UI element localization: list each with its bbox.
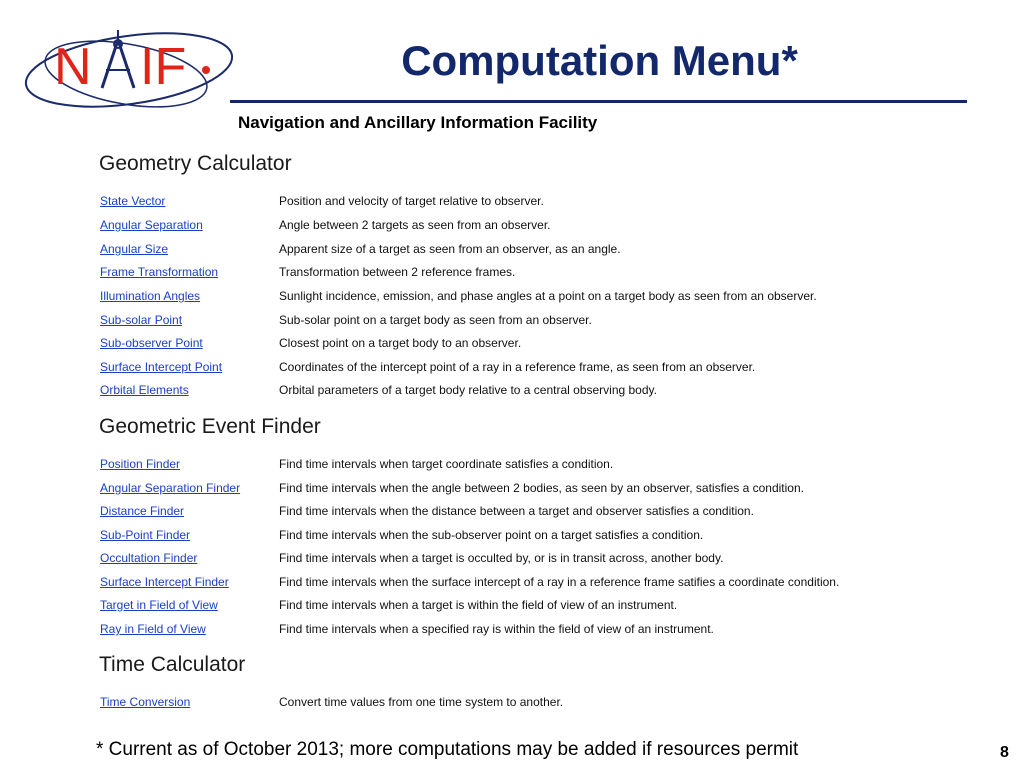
menu-link[interactable]: Target in Field of View [100, 598, 218, 612]
menu-row [100, 218, 940, 236]
menu-link[interactable]: Sub-solar Point [100, 313, 183, 327]
menu-link[interactable]: Sub-Point Finder [100, 528, 191, 542]
menu-link[interactable]: Surface Intercept Finder [100, 575, 229, 589]
menu-description: Find time intervals when the distance between a target and observer satisfies a condition. [279, 504, 754, 518]
title-divider [230, 100, 967, 103]
menu-description: Find time intervals when the surface intercept of a ray in a reference frame satifies a coordinate condition. [279, 575, 840, 589]
menu-description: Sub-solar point on a target body as seen from an observer. [279, 313, 592, 327]
menu-description: Find time intervals when a specified ray is within the field of view of an instrument. [279, 622, 714, 636]
menu-row [100, 265, 940, 283]
section-heading-geometry-calculator: Geometry Calculator [99, 152, 292, 175]
menu-link[interactable]: Angular Separation Finder [100, 481, 241, 495]
menu-description: Find time intervals when target coordinate satisfies a condition. [279, 457, 614, 471]
slide-title: Computation Menu* [401, 37, 798, 84]
menu-link[interactable]: Ray in Field of View [100, 622, 206, 636]
menu-description: Find time intervals when the sub-observer point on a target satisfies a condition. [279, 528, 704, 542]
logo-letters-if: IF [140, 38, 187, 96]
menu-row [100, 457, 940, 475]
menu-description: Coordinates of the intercept point of a ray in a reference frame, as seen from an observer. [279, 360, 756, 374]
menu-description: Closest point on a target body to an observer. [279, 336, 522, 350]
menu-row [100, 383, 940, 401]
menu-description: Angle between 2 targets as seen from an observer. [279, 218, 551, 232]
menu-link[interactable]: Illumination Angles [100, 289, 201, 303]
menu-description: Orbital parameters of a target body relative to a central observing body. [279, 383, 657, 397]
section-heading-time-calculator: Time Calculator [99, 653, 246, 676]
menu-row [100, 481, 940, 499]
menu-link[interactable]: Angular Separation [100, 218, 203, 232]
menu-row [100, 528, 940, 546]
menu-row [100, 313, 940, 331]
menu-row [100, 622, 940, 640]
menu-row [100, 504, 940, 522]
page-number: 8 [1000, 744, 1009, 761]
slide-subtitle: Navigation and Ancillary Information Facility [238, 113, 598, 132]
menu-link[interactable]: Time Conversion [100, 695, 191, 709]
menu-row [100, 695, 940, 713]
menu-description: Find time intervals when a target is occulted by, or is in transit across, another body. [279, 551, 724, 565]
menu-description: Sunlight incidence, emission, and phase angles at a point on a target body as seen from an observer. [279, 289, 817, 303]
menu-description: Find time intervals when a target is within the field of view of an instrument. [279, 598, 678, 612]
logo-letter-n: N [54, 38, 92, 96]
menu-description: Apparent size of a target as seen from an observer, as an angle. [279, 242, 621, 256]
footnote: * Current as of October 2013; more computations may be added if resources permit [96, 739, 799, 760]
menu-row [100, 575, 940, 593]
section-heading-geometric-event-finder: Geometric Event Finder [99, 415, 321, 438]
menu-link[interactable]: Surface Intercept Point [100, 360, 223, 374]
menu-description: Find time intervals when the angle between 2 bodies, as seen by an observer, satisfies a condition. [279, 481, 804, 495]
menu-link[interactable]: Frame Transformation [100, 265, 219, 279]
menu-description: Transformation between 2 reference frames. [279, 265, 516, 279]
menu-description: Convert time values from one time system to another. [279, 695, 564, 709]
menu-link[interactable]: Angular Size [100, 242, 169, 256]
menu-link[interactable]: Occultation Finder [100, 551, 198, 565]
menu-link[interactable]: Distance Finder [100, 504, 185, 518]
menu-row [100, 360, 940, 378]
menu-row [100, 242, 940, 260]
menu-row [100, 598, 940, 616]
menu-row [100, 336, 940, 354]
menu-link[interactable]: Sub-observer Point [100, 336, 203, 350]
menu-row [100, 194, 940, 212]
naif-logo [14, 22, 234, 112]
menu-row [100, 551, 940, 569]
menu-description: Position and velocity of target relative to observer. [279, 194, 544, 208]
menu-link[interactable]: State Vector [100, 194, 166, 208]
menu-row [100, 289, 940, 307]
menu-link[interactable]: Orbital Elements [100, 383, 189, 397]
menu-link[interactable]: Position Finder [100, 457, 181, 471]
